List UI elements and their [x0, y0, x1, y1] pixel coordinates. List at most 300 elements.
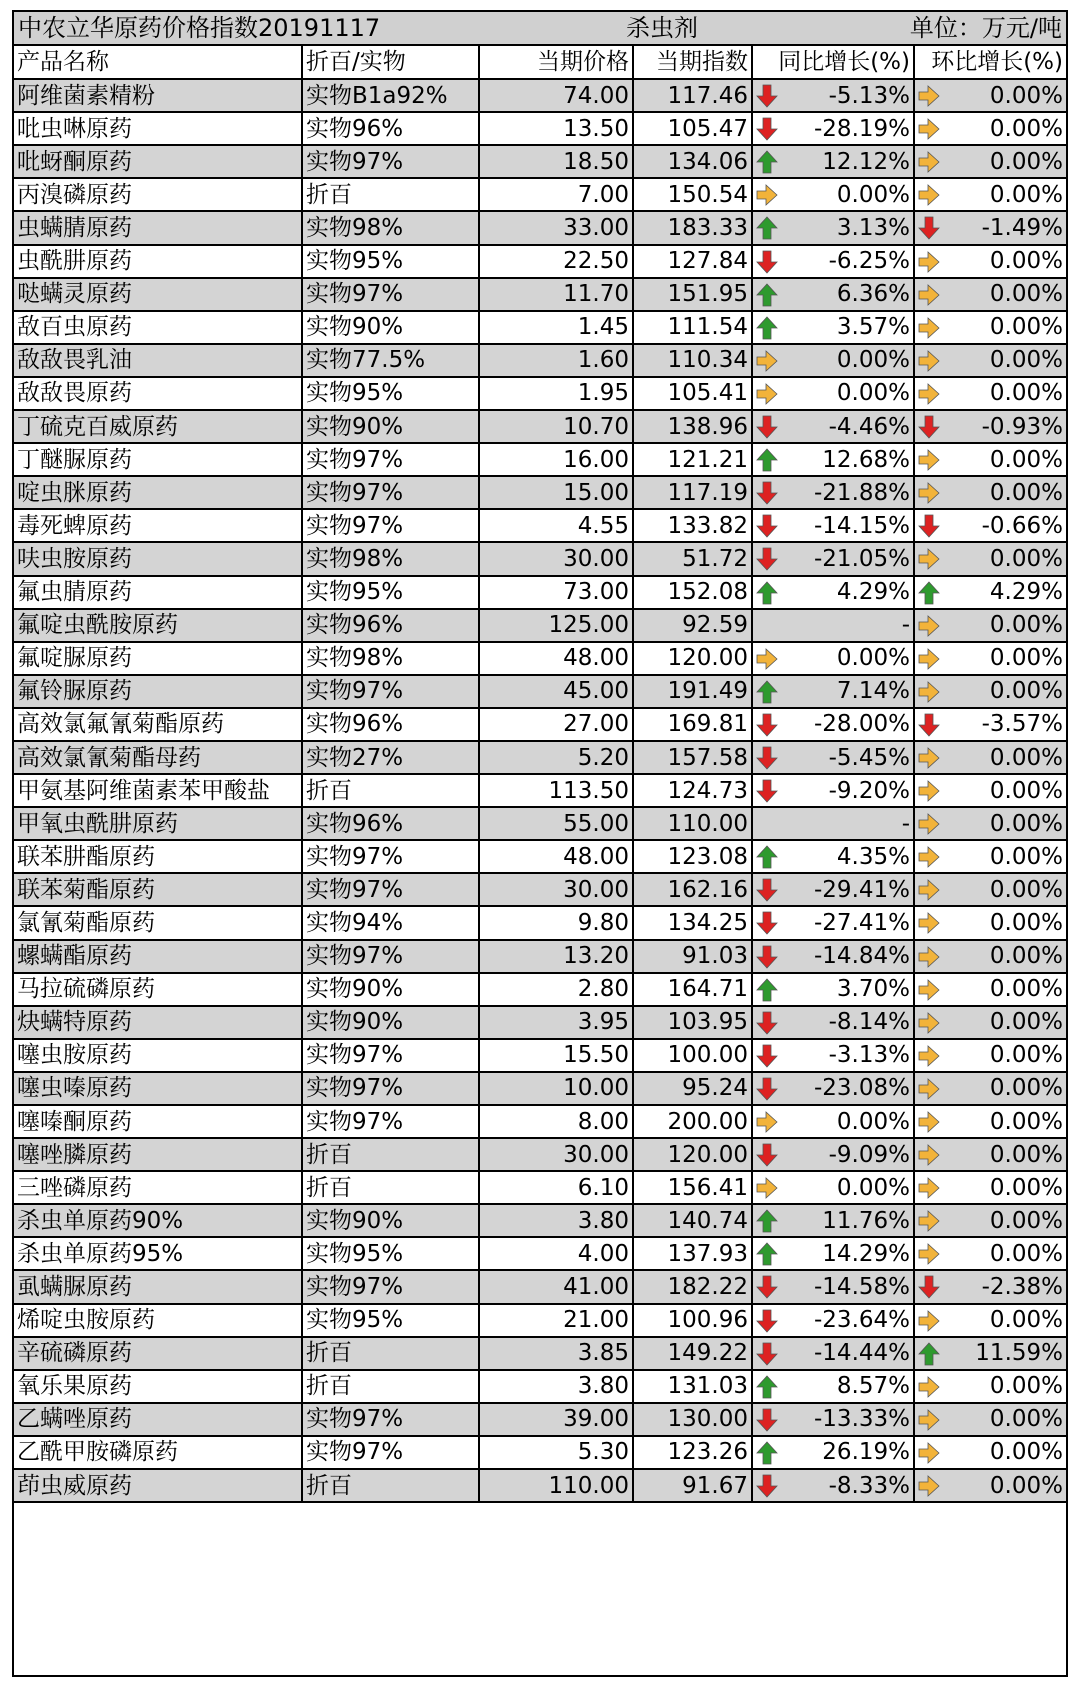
mom-change	[914, 741, 1066, 774]
current-index: 131.03	[633, 1370, 752, 1403]
product-name: 敌百虫原药	[14, 311, 302, 344]
yoy-change	[752, 1304, 914, 1337]
product-name: 马拉硫磷原药	[14, 973, 302, 1006]
arrow-right-icon	[918, 1110, 940, 1134]
product-name: 虫酰肼原药	[14, 245, 302, 278]
mom-change-value: 0.00%	[989, 876, 1063, 903]
table-row	[14, 344, 1066, 377]
current-index: 162.16	[633, 873, 752, 906]
mom-change	[914, 79, 1066, 112]
yoy-change	[752, 476, 914, 509]
current-price: 4.55	[479, 509, 633, 542]
mom-change-value: 0.00%	[989, 248, 1063, 275]
yoy-change	[752, 973, 914, 1006]
mom-change	[914, 1304, 1066, 1337]
yoy-change	[752, 642, 914, 675]
arrow-up-icon	[756, 581, 778, 605]
current-index: 123.08	[633, 840, 752, 873]
table-row	[14, 807, 1066, 840]
mom-change-value: 0.00%	[989, 82, 1063, 109]
arrow-down-icon	[918, 1275, 940, 1299]
arrow-up-icon	[756, 1209, 778, 1233]
current-index: 110.34	[633, 344, 752, 377]
arrow-down-icon	[756, 1474, 778, 1498]
yoy-change-value: -8.33%	[828, 1472, 910, 1499]
mom-change-value: 0.00%	[989, 545, 1063, 572]
product-spec: 实物97%	[302, 1436, 479, 1469]
mom-change-value: 0.00%	[989, 1042, 1063, 1069]
current-index: 111.54	[633, 311, 752, 344]
mom-change-value: 11.59%	[975, 1340, 1063, 1367]
product-name: 氟啶脲原药	[14, 642, 302, 675]
current-price: 15.50	[479, 1039, 633, 1072]
arrow-down-icon	[756, 713, 778, 737]
arrow-right-icon	[756, 1176, 778, 1200]
yoy-change	[752, 1237, 914, 1270]
table-row	[14, 675, 1066, 708]
product-name: 阿维菌素精粉	[14, 79, 302, 112]
yoy-change-value: -21.88%	[814, 479, 910, 506]
yoy-change-value: -21.05%	[814, 545, 910, 572]
mom-change	[914, 940, 1066, 973]
arrow-down-icon	[756, 1011, 778, 1035]
mom-change-value: -0.66%	[981, 512, 1063, 539]
table-row	[14, 79, 1066, 112]
product-spec: 实物95%	[302, 377, 479, 410]
product-spec: 实物95%	[302, 1237, 479, 1270]
current-index: 124.73	[633, 774, 752, 807]
product-spec: 实物90%	[302, 973, 479, 1006]
product-spec: 实物95%	[302, 576, 479, 609]
current-price: 3.85	[479, 1337, 633, 1370]
mom-change-value: 0.00%	[989, 777, 1063, 804]
arrow-right-icon	[756, 349, 778, 373]
mom-change	[914, 211, 1066, 244]
product-name: 炔螨特原药	[14, 1006, 302, 1039]
arrow-right-icon	[918, 1408, 940, 1432]
arrow-down-icon	[918, 216, 940, 240]
current-price: 3.80	[479, 1370, 633, 1403]
yoy-change-value: -3.13%	[828, 1042, 910, 1069]
arrow-right-icon	[918, 878, 940, 902]
table-row	[14, 377, 1066, 410]
yoy-change-value: -28.19%	[814, 115, 910, 142]
arrow-down-icon	[756, 746, 778, 770]
product-name: 啶虫脒原药	[14, 476, 302, 509]
arrow-down-icon	[756, 1275, 778, 1299]
table-row	[14, 708, 1066, 741]
arrow-right-icon	[918, 316, 940, 340]
current-index: 149.22	[633, 1337, 752, 1370]
mom-change-value: 0.00%	[989, 314, 1063, 341]
arrow-up-icon	[756, 283, 778, 307]
yoy-change-value: 14.29%	[822, 1240, 910, 1267]
table-row	[14, 278, 1066, 311]
arrow-up-icon	[756, 1441, 778, 1465]
yoy-change	[752, 741, 914, 774]
table-row	[14, 1171, 1066, 1204]
current-index: 169.81	[633, 708, 752, 741]
product-name: 甲氧虫酰肼原药	[14, 807, 302, 840]
mom-change-value: 0.00%	[989, 1108, 1063, 1135]
yoy-change	[752, 1204, 914, 1237]
yoy-change	[752, 840, 914, 873]
product-spec: 实物96%	[302, 708, 479, 741]
arrow-right-icon	[918, 945, 940, 969]
mom-change	[914, 1105, 1066, 1138]
product-name: 敌敌畏原药	[14, 377, 302, 410]
arrow-right-icon	[918, 1044, 940, 1068]
current-price: 45.00	[479, 675, 633, 708]
current-index: 157.58	[633, 741, 752, 774]
arrow-right-icon	[918, 349, 940, 373]
mom-change-value: 0.00%	[989, 678, 1063, 705]
table-row	[14, 1403, 1066, 1436]
current-price: 3.80	[479, 1204, 633, 1237]
yoy-change	[752, 906, 914, 939]
current-price: 4.00	[479, 1237, 633, 1270]
mom-change-value: 0.00%	[989, 347, 1063, 374]
table-row	[14, 1469, 1066, 1502]
product-name: 丙溴磷原药	[14, 178, 302, 211]
table-row	[14, 741, 1066, 774]
product-spec: 实物97%	[302, 509, 479, 542]
product-spec: 实物98%	[302, 211, 479, 244]
yoy-change-value: 3.57%	[836, 314, 910, 341]
arrow-down-icon	[756, 117, 778, 141]
yoy-change	[752, 609, 914, 642]
mom-change-value: -2.38%	[981, 1274, 1063, 1301]
yoy-change-value: 26.19%	[822, 1439, 910, 1466]
mom-change-value: 0.00%	[989, 1207, 1063, 1234]
yoy-change	[752, 1270, 914, 1303]
current-price: 9.80	[479, 906, 633, 939]
arrow-up-icon	[756, 216, 778, 240]
arrow-down-icon	[756, 1309, 778, 1333]
yoy-change-value: 0.00%	[836, 645, 910, 672]
current-price: 6.10	[479, 1171, 633, 1204]
current-index: 105.41	[633, 377, 752, 410]
yoy-change-value: 12.12%	[822, 148, 910, 175]
current-index: 121.21	[633, 443, 752, 476]
arrow-down-icon	[756, 1044, 778, 1068]
yoy-change-value: -14.44%	[814, 1340, 910, 1367]
current-index: 152.08	[633, 576, 752, 609]
header-mom: 环比增长(%)	[914, 46, 1066, 79]
current-price: 30.00	[479, 1138, 633, 1171]
mom-change	[914, 278, 1066, 311]
arrow-up-icon	[756, 680, 778, 704]
yoy-change-value: -29.41%	[814, 876, 910, 903]
arrow-up-icon	[756, 316, 778, 340]
product-name: 氧乐果原药	[14, 1370, 302, 1403]
current-index: 120.00	[633, 1138, 752, 1171]
current-index: 127.84	[633, 245, 752, 278]
product-spec: 实物90%	[302, 1204, 479, 1237]
current-index: 91.67	[633, 1469, 752, 1502]
product-name: 高效氯氰菊酯母药	[14, 741, 302, 774]
arrow-right-icon	[756, 647, 778, 671]
current-index: 110.00	[633, 807, 752, 840]
yoy-change-value: 3.13%	[836, 215, 910, 242]
yoy-change-value: -4.46%	[828, 413, 910, 440]
product-spec: 实物98%	[302, 542, 479, 575]
arrow-down-icon	[756, 481, 778, 505]
product-name: 哒螨灵原药	[14, 278, 302, 311]
arrow-up-icon	[918, 1342, 940, 1366]
current-index: 156.41	[633, 1171, 752, 1204]
mom-change	[914, 377, 1066, 410]
product-name: 茚虫威原药	[14, 1469, 302, 1502]
mom-change	[914, 1270, 1066, 1303]
header-row	[14, 46, 1066, 79]
mom-change-value: 0.00%	[989, 380, 1063, 407]
mom-change	[914, 642, 1066, 675]
yoy-change	[752, 1337, 914, 1370]
current-price: 8.00	[479, 1105, 633, 1138]
yoy-change	[752, 211, 914, 244]
yoy-change	[752, 708, 914, 741]
yoy-change-value: 3.70%	[836, 976, 910, 1003]
table-row	[14, 311, 1066, 344]
yoy-change-value: 7.14%	[836, 678, 910, 705]
table-row	[14, 443, 1066, 476]
yoy-change	[752, 774, 914, 807]
product-name: 氟铃脲原药	[14, 675, 302, 708]
current-price: 2.80	[479, 973, 633, 1006]
arrow-right-icon	[918, 1209, 940, 1233]
arrow-right-icon	[918, 117, 940, 141]
mom-change	[914, 542, 1066, 575]
mom-change-value: 0.00%	[989, 148, 1063, 175]
arrow-down-icon	[918, 415, 940, 439]
yoy-change	[752, 1171, 914, 1204]
table-row	[14, 178, 1066, 211]
arrow-up-icon	[756, 978, 778, 1002]
product-spec: 实物97%	[302, 873, 479, 906]
arrow-up-icon	[756, 150, 778, 174]
arrow-down-icon	[756, 1077, 778, 1101]
arrow-right-icon	[918, 250, 940, 274]
mom-change	[914, 476, 1066, 509]
current-price: 22.50	[479, 245, 633, 278]
yoy-change	[752, 940, 914, 973]
arrow-right-icon	[918, 1242, 940, 1266]
product-name: 敌敌畏乳油	[14, 344, 302, 377]
product-name: 联苯菊酯原药	[14, 873, 302, 906]
arrow-right-icon	[918, 1143, 940, 1167]
product-spec: 实物94%	[302, 906, 479, 939]
arrow-up-icon	[918, 581, 940, 605]
yoy-change	[752, 1403, 914, 1436]
yoy-change	[752, 873, 914, 906]
mom-change-value: 0.00%	[989, 976, 1063, 1003]
product-name: 虫螨腈原药	[14, 211, 302, 244]
arrow-right-icon	[918, 481, 940, 505]
table-row	[14, 576, 1066, 609]
product-spec: 实物97%	[302, 1105, 479, 1138]
current-index: 117.46	[633, 79, 752, 112]
yoy-change	[752, 79, 914, 112]
arrow-right-icon	[918, 1011, 940, 1035]
product-name: 噻嗪酮原药	[14, 1105, 302, 1138]
yoy-change	[752, 1006, 914, 1039]
current-price: 39.00	[479, 1403, 633, 1436]
mom-change-value: 0.00%	[989, 1240, 1063, 1267]
yoy-change-value: -23.64%	[814, 1307, 910, 1334]
table-row	[14, 211, 1066, 244]
yoy-change-value: -14.58%	[814, 1274, 910, 1301]
mom-change-value: 0.00%	[989, 943, 1063, 970]
mom-change	[914, 576, 1066, 609]
current-index: 117.19	[633, 476, 752, 509]
product-spec: 折百	[302, 1337, 479, 1370]
arrow-right-icon	[918, 911, 940, 935]
arrow-right-icon	[918, 1375, 940, 1399]
yoy-change-value: -14.84%	[814, 943, 910, 970]
current-price: 73.00	[479, 576, 633, 609]
yoy-change	[752, 542, 914, 575]
yoy-change-value: -23.08%	[814, 1075, 910, 1102]
table-row	[14, 1370, 1066, 1403]
product-spec: 实物77.5%	[302, 344, 479, 377]
table-row	[14, 145, 1066, 178]
current-index: 134.25	[633, 906, 752, 939]
arrow-right-icon	[756, 183, 778, 207]
product-name: 氟虫腈原药	[14, 576, 302, 609]
yoy-change	[752, 807, 914, 840]
arrow-right-icon	[918, 84, 940, 108]
arrow-down-icon	[756, 1143, 778, 1167]
yoy-change	[752, 278, 914, 311]
current-price: 33.00	[479, 211, 633, 244]
mom-change	[914, 906, 1066, 939]
mom-change	[914, 807, 1066, 840]
arrow-up-icon	[756, 1242, 778, 1266]
product-spec: 实物97%	[302, 840, 479, 873]
product-spec: 实物95%	[302, 1304, 479, 1337]
product-name: 乙酰甲胺磷原药	[14, 1436, 302, 1469]
current-index: 182.22	[633, 1270, 752, 1303]
yoy-change-value: 8.57%	[836, 1373, 910, 1400]
table-row	[14, 112, 1066, 145]
mom-change	[914, 774, 1066, 807]
arrow-up-icon	[756, 845, 778, 869]
current-price: 11.70	[479, 278, 633, 311]
mom-change	[914, 311, 1066, 344]
mom-change	[914, 1436, 1066, 1469]
current-index: 164.71	[633, 973, 752, 1006]
mom-change-value: 0.00%	[989, 1009, 1063, 1036]
product-spec: 实物95%	[302, 245, 479, 278]
product-name: 杀虫单原药95%	[14, 1237, 302, 1270]
yoy-change	[752, 410, 914, 443]
arrow-right-icon	[918, 150, 940, 174]
mom-change-value: -0.93%	[981, 413, 1063, 440]
arrow-right-icon	[918, 614, 940, 638]
yoy-change-value: -14.15%	[814, 512, 910, 539]
current-price: 27.00	[479, 708, 633, 741]
mom-change-value: 0.00%	[989, 479, 1063, 506]
table-row	[14, 1138, 1066, 1171]
product-name: 呋虫胺原药	[14, 542, 302, 575]
arrow-right-icon	[918, 1176, 940, 1200]
mom-change	[914, 443, 1066, 476]
arrow-down-icon	[756, 547, 778, 571]
mom-change-value: 4.29%	[989, 579, 1063, 606]
product-name: 甲氨基阿维菌素苯甲酸盐	[14, 774, 302, 807]
mom-change-value: 0.00%	[989, 1406, 1063, 1433]
product-name: 噻虫嗪原药	[14, 1072, 302, 1105]
yoy-change	[752, 1072, 914, 1105]
table-row	[14, 1304, 1066, 1337]
sheet-title: 中农立华原药价格指数20191117	[18, 14, 381, 42]
product-spec: 实物97%	[302, 1403, 479, 1436]
arrow-right-icon	[918, 183, 940, 207]
arrow-up-icon	[756, 448, 778, 472]
arrow-right-icon	[918, 1441, 940, 1465]
mom-change	[914, 1039, 1066, 1072]
yoy-change	[752, 1105, 914, 1138]
yoy-change-value: -8.14%	[828, 1009, 910, 1036]
arrow-right-icon	[918, 845, 940, 869]
arrow-right-icon	[918, 1474, 940, 1498]
mom-change-value: 0.00%	[989, 1373, 1063, 1400]
current-index: 92.59	[633, 609, 752, 642]
arrow-right-icon	[756, 382, 778, 406]
mom-change-value: 0.00%	[989, 645, 1063, 672]
mom-change	[914, 1337, 1066, 1370]
mom-change-value: 0.00%	[989, 115, 1063, 142]
mom-change-value: 0.00%	[989, 446, 1063, 473]
table-row	[14, 940, 1066, 973]
mom-change	[914, 509, 1066, 542]
product-spec: 折百	[302, 1469, 479, 1502]
mom-change	[914, 1469, 1066, 1502]
mom-change	[914, 840, 1066, 873]
current-index: 200.00	[633, 1105, 752, 1138]
yoy-change-value: 4.29%	[836, 579, 910, 606]
table-row	[14, 609, 1066, 642]
arrow-down-icon	[756, 250, 778, 274]
product-spec: 实物90%	[302, 311, 479, 344]
mom-change	[914, 675, 1066, 708]
yoy-change-value: 0.00%	[836, 380, 910, 407]
mom-change	[914, 1204, 1066, 1237]
yoy-change-value: 0.00%	[836, 347, 910, 374]
current-price: 5.30	[479, 1436, 633, 1469]
product-spec: 实物98%	[302, 642, 479, 675]
header-yoy: 同比增长(%)	[752, 46, 914, 79]
yoy-change-value: -9.09%	[828, 1141, 910, 1168]
mom-change	[914, 1370, 1066, 1403]
arrow-down-icon	[756, 514, 778, 538]
unit-label: 单位：万元/吨	[909, 14, 1062, 42]
current-price: 30.00	[479, 873, 633, 906]
arrow-right-icon	[918, 1077, 940, 1101]
product-spec: 实物96%	[302, 807, 479, 840]
mom-change-value: 0.00%	[989, 909, 1063, 936]
product-spec: 实物27%	[302, 741, 479, 774]
mom-change-value: 0.00%	[989, 744, 1063, 771]
yoy-change	[752, 443, 914, 476]
product-name: 虱螨脲原药	[14, 1270, 302, 1303]
yoy-change-value: -5.13%	[828, 82, 910, 109]
yoy-change-value: 0.00%	[836, 1174, 910, 1201]
mom-change	[914, 973, 1066, 1006]
table-row	[14, 1039, 1066, 1072]
current-index: 120.00	[633, 642, 752, 675]
